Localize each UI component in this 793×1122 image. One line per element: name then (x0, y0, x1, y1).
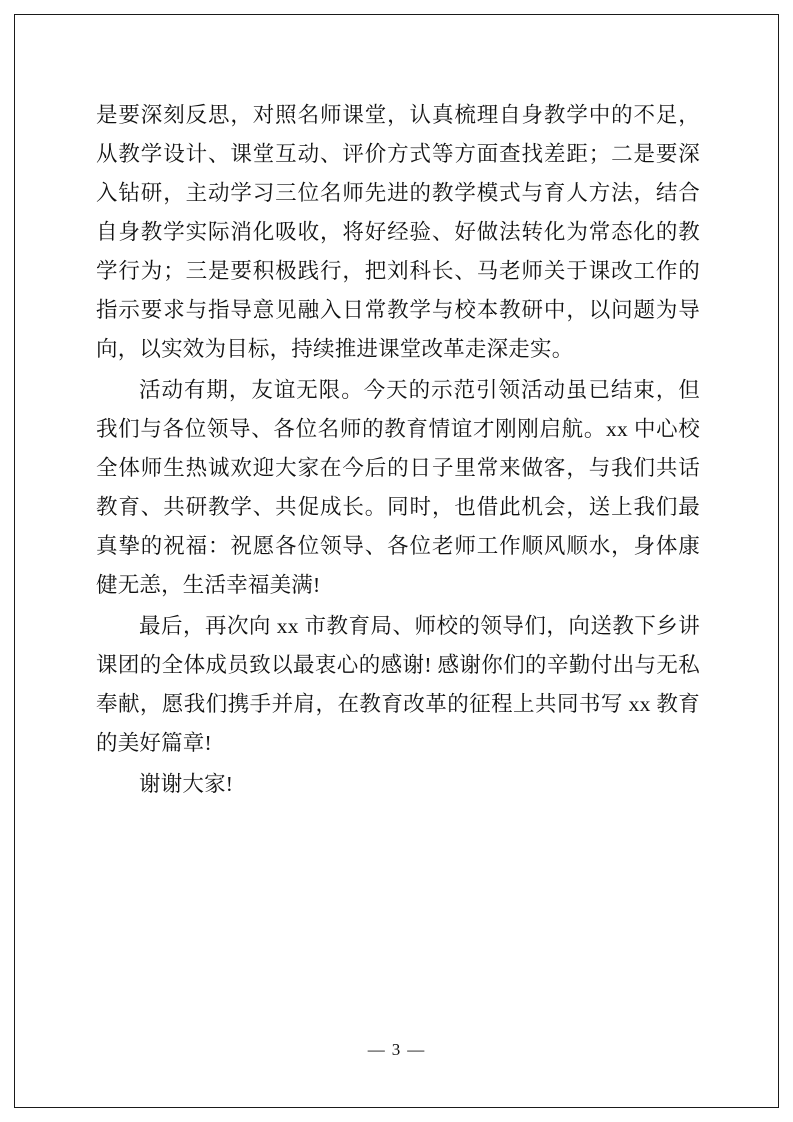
page-footer (0, 1040, 793, 1060)
footer-dash-left: — (367, 1040, 386, 1059)
page-number: 3 (391, 1040, 402, 1059)
paragraph: 活动有期，友谊无限。今天的示范引领活动虽已结束，但我们与各位领导、各位名师的教育情谊才刚刚启航。xx 中心校全体师生热诚欢迎大家在今后的日子里常来做客，与我们共话教育、共研教学、共促成长。同时，也借此机会，送上我们最真挚的祝福：祝愿各位领导、各位老师工作顺风顺水，身体康健无恙，生活幸福美满! (96, 378, 700, 597)
paragraph: 是要深刻反思，对照名师课堂，认真梳理自身教学中的不足，从教学设计、课堂互动、评价方式等方面查找差距；二是要深入钻研，主动学习三位名师先进的教学模式与育人方法，结合自身教学实际消化吸收，将好经验、好做法转化为常态化的教学行为；三是要积极践行，把刘科长、马老师关于课改工作的指示要求与指导意见融入日常教学与校本教研中，以问题为导向，以实效为目标，持续推进课堂改革走深走实。 (96, 103, 700, 361)
footer-dash-right: — (407, 1040, 426, 1059)
page-content (96, 96, 700, 804)
paragraph: 谢谢大家! (139, 772, 234, 796)
paragraph: 最后，再次向 xx 市教育局、师校的领导们，向送教下乡讲课团的全体成员致以最衷心的感谢! 感谢你们的辛勤付出与无私奉献，愿我们携手并肩，在教育改革的征程上共同书写 xx 教育的美好篇章! (96, 614, 700, 755)
